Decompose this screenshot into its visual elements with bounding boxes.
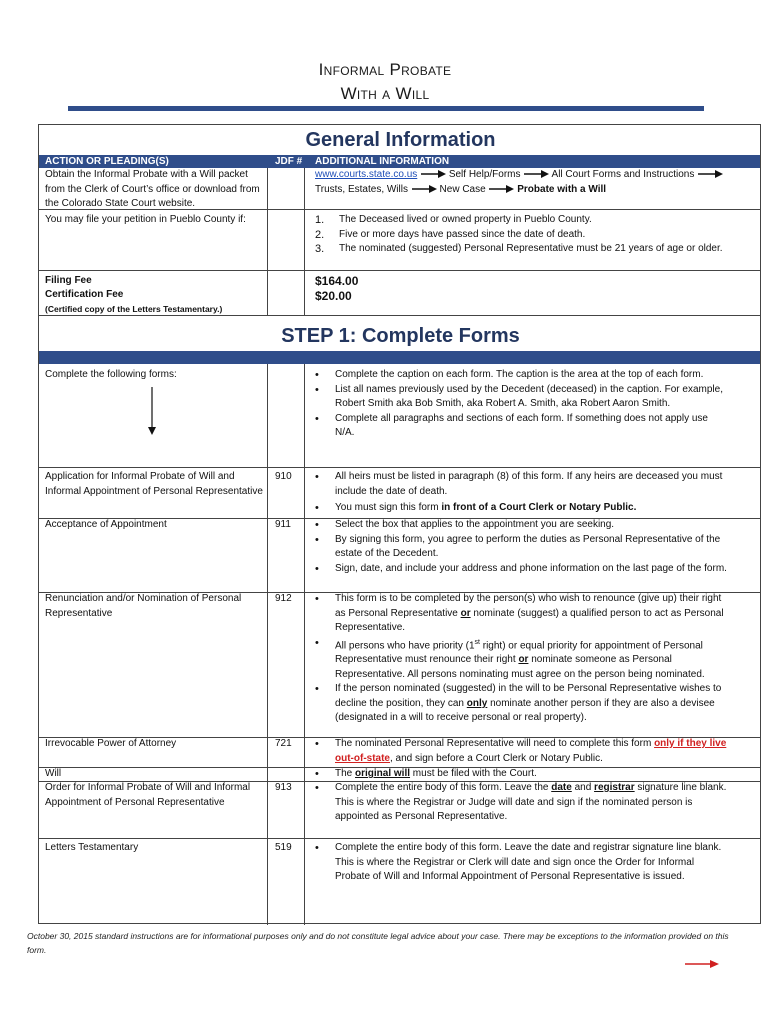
bullet-item: • The original will must be filed with the Court. xyxy=(309,767,729,782)
bullet-item: • All heirs must be listed in paragraph (8) of this form. If any heirs are deceased you must include the date of death. xyxy=(309,470,729,499)
bullet-item: • Sign, date, and include your address and phone information on the last page of the form. xyxy=(309,562,729,577)
bullet-item: • Complete the caption on each form. The caption is the area at the top of each form. xyxy=(309,368,729,383)
form-911-bullets xyxy=(309,518,729,576)
certification-fee-amount: $20.00 xyxy=(315,289,352,303)
condition-item: 1. The Deceased lived or owned property in Pueblo County. xyxy=(315,214,592,226)
filing-fee-label: Filing Fee xyxy=(45,275,92,286)
form-519-name: Letters Testamentary xyxy=(45,842,139,853)
nav-self-help: Self Help/Forms xyxy=(448,169,521,180)
disclaimer-footer: October 30, 2015 standard instructions are for informational purposes only and do not constitute legal advice about your case. There may be exceptions to the information provided on this form. xyxy=(27,931,729,955)
arrow-down-icon xyxy=(146,387,158,437)
instruction-sheet xyxy=(38,124,761,924)
bullet-item: • This form is to be completed by the person(s) who wish to renounce (give up) their right as Personal Representative or nominate (suggest) a qualified person to act as Personal Representative. xyxy=(309,592,729,636)
bullet-item: • Select the box that applies to the appointment you are seeking. xyxy=(309,518,729,533)
title-rule xyxy=(68,106,704,111)
form-910-bullets xyxy=(309,470,729,516)
form-910-name: Application for Informal Probate of Will and Informal Appointment of Personal Representative xyxy=(45,471,263,497)
nav-all-forms: All Court Forms and Instructions xyxy=(551,169,695,180)
col-divider xyxy=(267,364,268,925)
bullet-item: • Complete all paragraphs and sections of each form. If something does not apply use N/A. xyxy=(309,412,729,441)
step1-header-bar xyxy=(39,351,760,364)
form-912-name: Renunciation and/or Nomination of Personal Representative xyxy=(45,593,242,619)
bullet-item: • The nominated Personal Representative will need to complete this form only if they live out-of-state, and sign before a Court Clerk or Notary Public. xyxy=(309,737,729,766)
condition-item: 2. Five or more days have passed since the date of death. xyxy=(315,228,586,241)
form-912-number: 912 xyxy=(275,593,292,604)
obtain-packet-text: Obtain the Informal Probate with a Will packet from the Clerk of Court’s office or download from the Colorado State Court website. xyxy=(45,169,260,209)
bullet-item: • You must sign this form in front of a Court Clerk or Notary Public. xyxy=(309,501,729,516)
arrow-right-icon xyxy=(420,170,446,178)
nav-probate: Probate with a Will xyxy=(517,183,607,195)
certification-fee-label: Certification Fee xyxy=(45,289,124,300)
will-name: Will xyxy=(45,768,62,779)
bullet-item: • List all names previously used by the Decedent (deceased) in the caption. For example, Robert Smith aka Bob Smith, aka Robert A. Smith, aka Robert Aaron Smith. xyxy=(309,383,729,412)
col-divider xyxy=(267,168,268,315)
bullet-item: • By signing this form, you agree to perform the duties as Personal Representative of the estate of the Decedent. xyxy=(309,533,729,562)
pueblo-county-text: You may file your petition in Pueblo County if: xyxy=(45,214,246,225)
form-910-number: 910 xyxy=(275,471,292,482)
row-divider xyxy=(39,838,760,839)
nav-new-case: New Case xyxy=(439,183,486,195)
row-divider xyxy=(39,270,760,271)
certification-note: (Certified copy of the Letters Testamentary.) xyxy=(45,304,223,314)
arrow-right-icon xyxy=(523,170,549,178)
general-information-heading: General Information xyxy=(305,129,496,151)
filing-fee-amount: $164.00 xyxy=(315,274,359,288)
form-911-number: 911 xyxy=(275,519,291,530)
intro-bullets xyxy=(309,368,729,441)
condition-item: 3. The nominated (suggested) Personal Representative must be 21 years of age or older. xyxy=(315,243,723,255)
form-721-name: Irrevocable Power of Attorney xyxy=(45,738,177,749)
bullet-item: • Complete the entire body of this form. Leave the date and registrar signature line blank. This is where the Registrar or Clerk will date and sign once the Order for Informal Probate of Will and Informal Appointment of Personal Representative is issued. xyxy=(309,841,729,885)
form-912-bullets xyxy=(309,592,729,726)
arrow-right-icon xyxy=(411,185,437,193)
courts-website-link[interactable]: www.courts.state.co.us xyxy=(315,169,418,180)
bullet-item: • All persons who have priority (1st right) or equal priority for appointment of Personal Representative must renounce their right or nominate someone as Personal Representative. All persons nominating must agree on the person being nominated. xyxy=(309,636,729,683)
title-line-1: Informal Probate xyxy=(318,60,452,79)
form-913-name: Order for Informal Probate of Will and Informal Appointment of Personal Representative xyxy=(45,782,251,808)
will-bullets xyxy=(309,767,729,782)
title-line-2: With a Will xyxy=(340,84,430,103)
bullet-item: • If the person nominated (suggested) in the will to be Personal Representative wishes to decline the position, they can only nominate another person if they are also a devisee (designated in a will to receive personal or real property). xyxy=(309,682,729,726)
website-navigation xyxy=(315,168,755,197)
arrow-right-icon xyxy=(488,185,514,193)
col-divider xyxy=(304,168,305,315)
form-913-number: 913 xyxy=(275,782,292,793)
page-title xyxy=(0,58,770,106)
bullet-item: • Complete the entire body of this form. Leave the date and registrar signature line blank. This is where the Registrar or Judge will date and sign if the nominated person is appointed as Personal Representative. xyxy=(309,781,729,825)
nav-trusts: Trusts, Estates, Wills xyxy=(315,183,408,195)
complete-forms-intro: Complete the following forms: xyxy=(45,369,177,380)
form-721-bullets xyxy=(309,737,729,766)
col-action-header: ACTION OR PLEADING(S) xyxy=(45,156,169,167)
step1-heading: STEP 1: Complete Forms xyxy=(281,325,520,347)
form-519-number: 519 xyxy=(275,842,292,853)
col-divider xyxy=(304,364,305,925)
form-913-bullets xyxy=(309,781,729,825)
col-jdf-header: JDF # xyxy=(275,156,303,167)
general-header-bar xyxy=(39,155,760,168)
form-721-number: 721 xyxy=(275,738,292,749)
arrow-right-icon xyxy=(697,170,723,178)
form-911-name: Acceptance of Appointment xyxy=(45,519,167,530)
next-page-arrow-icon[interactable] xyxy=(684,959,720,969)
form-519-bullets xyxy=(309,841,729,885)
col-info-header: ADDITIONAL INFORMATION xyxy=(315,156,450,167)
row-divider xyxy=(39,467,760,468)
filing-conditions-list xyxy=(315,213,735,257)
